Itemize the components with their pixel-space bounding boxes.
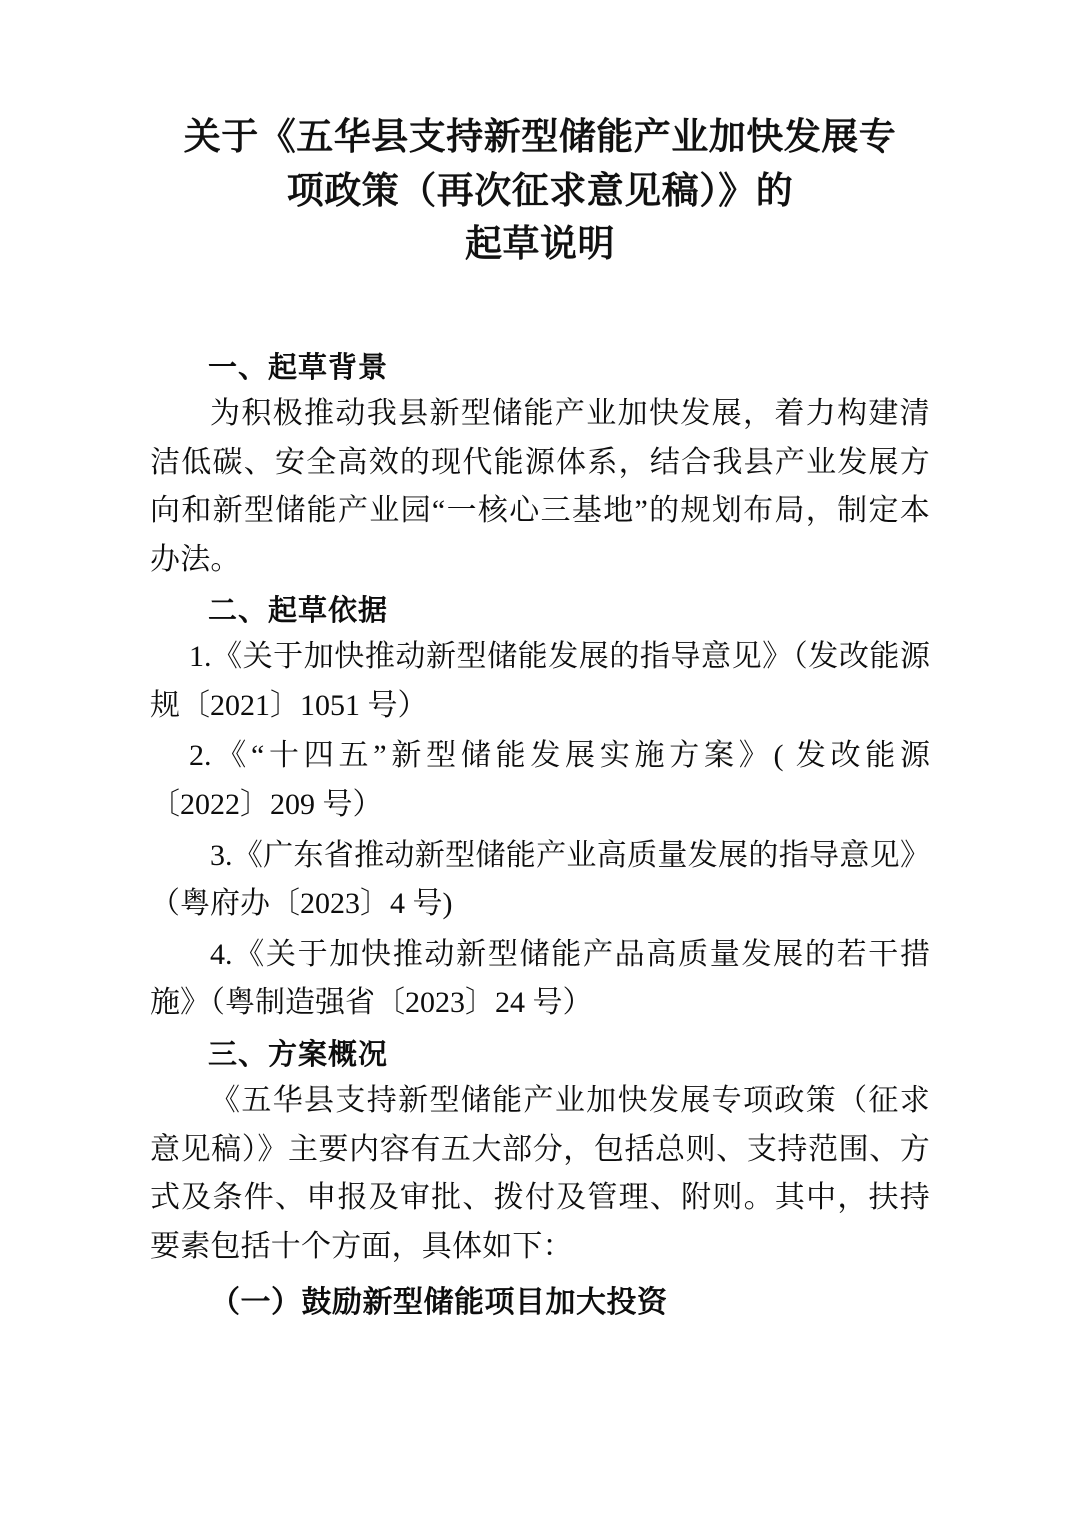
section-2-item-2: 2.《“十四五”新型储能发展实施方案》( 发改能源〔2022〕209 号） — [150, 739, 930, 822]
document-body — [150, 345, 930, 1322]
section-3-subheading-1: （一）鼓励新型储能项目加大投资 — [210, 1285, 668, 1321]
section-2-item-4: 4.《关于加快推动新型储能产品高质量发展的若干措施》（粤制造强省〔2023〕24 号） — [150, 937, 930, 1020]
section-heading-3: 三、方案概况 — [208, 1037, 389, 1072]
page-title — [150, 110, 930, 271]
title-line-3: 起草说明 — [465, 222, 615, 266]
section-heading-1: 一、起草背景 — [208, 349, 389, 384]
section-2-item-3: 3.《广东省推动新型储能产业高质量发展的指导意见》（粤府办〔2023〕4 号) — [150, 838, 930, 921]
section-3-paragraph-1: 《五华县支持新型储能产业加快发展专项政策（征求意见稿）》主要内容有五大部分，包括总则、支持范围、方式及条件、申报及审批、拨付及管理、附则。其中，扶持要素包括十个方面，具体如下： — [150, 1084, 930, 1263]
section-1-paragraph-1: 为积极推动我县新型储能产业加快发展，着力构建清洁低碳、安全高效的现代能源体系，结合我县产业发展方向和新型储能产业园“一核心三基地”的规划布局，制定本办法。 — [150, 396, 930, 576]
section-heading-2: 二、起草依据 — [208, 593, 389, 628]
title-line-1: 关于《五华县支持新型储能产业加快发展专 — [183, 115, 897, 158]
section-2-item-1: 1.《关于加快推动新型储能发展的指导意见》（发改能源规〔2021〕1051 号） — [150, 640, 930, 722]
title-line-2: 项政策（再次征求意见稿）》的 — [286, 168, 794, 212]
